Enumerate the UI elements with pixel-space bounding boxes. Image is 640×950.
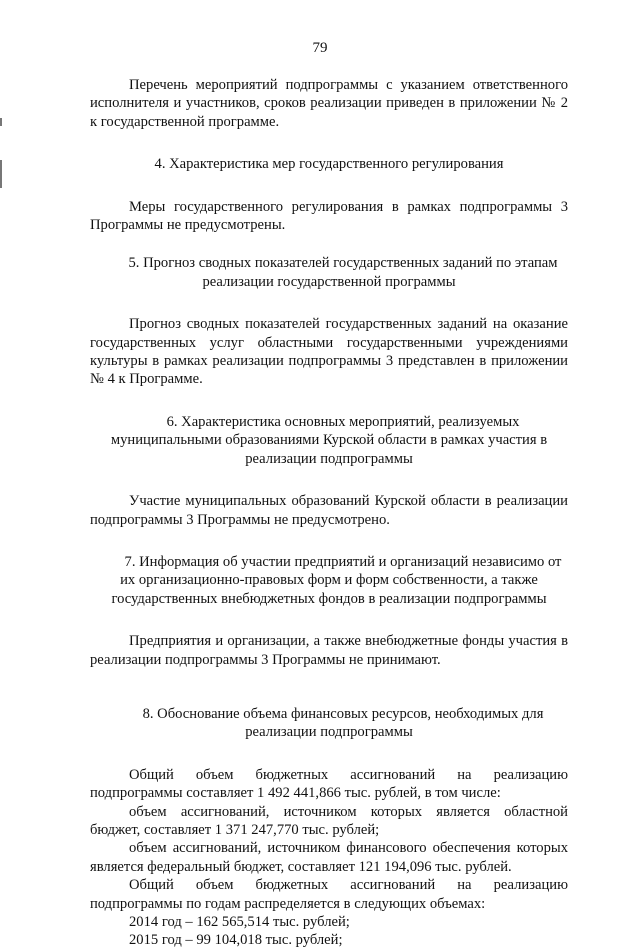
paragraph-section-6: Участие муниципальных образований Курской области в реализации подпрограммы 3 Программы не предусмотрено.: [90, 493, 568, 528]
year-2015-line: 2015 год – 99 104,018 тыс. рублей;: [129, 932, 343, 949]
paragraph-intro: Перечень мероприятий подпрограммы с указанием ответственного исполнителя и участников, сроков реализации приведен в приложении № 2 к государственной программе.: [90, 77, 568, 130]
paragraph-regional-budget: объем ассигнований, источником которых является областной бюджет, составляет 1 371 247,770 тыс. рублей;: [90, 803, 568, 838]
heading-section-7: 7. Информация об участии предприятий и организаций независимо от их организационно-правовых форм и форм собственности, а также государственных внебюджетных фондов в реализации подпрограммы: [111, 553, 562, 607]
heading-section-8: 8. Обоснование объема финансовых ресурсов, необходимых для реализации подпрограммы: [142, 705, 544, 741]
document-body: [90, 76, 568, 950]
paragraph-by-years: Общий объем бюджетных ассигнований на реализацию подпрограммы по годам распределяется в следующих объемах:: [90, 877, 568, 912]
margin-mark: [0, 160, 2, 188]
paragraph-section-4: Меры государственного регулирования в рамках подпрограммы 3 Программы не предусмотрены.: [90, 198, 568, 234]
margin-mark: [0, 118, 2, 126]
paragraph-total-budget: Общий объем бюджетных ассигнований на реализацию подпрограммы составляет 1 492 441,866 тыс. рублей, в том числе:: [90, 766, 568, 802]
paragraph-section-7: Предприятия и организации, а также внебюджетные фонды участия в реализации подпрограммы 3 Программы не принимают.: [90, 633, 568, 668]
year-2014-line: 2014 год – 162 565,514 тыс. рублей;: [129, 914, 350, 930]
paragraph-section-5: Прогноз сводных показателей государственных заданий на оказание государственных услуг областными государственными учреждениями культуры в рамках реализации подпрограммы 3 представлен в приложении № 4 к Программе.: [90, 316, 568, 388]
heading-section-5: 5. Прогноз сводных показателей государственных заданий по этапам реализации государственной программы: [128, 255, 558, 290]
heading-section-4: 4. Характеристика мер государственного регулирования: [154, 156, 504, 173]
paragraph-federal-budget: объем ассигнований, источником финансового обеспечения которых является федеральный бюджет, составляет 121 194,096 тыс. рублей.: [90, 840, 568, 875]
heading-section-6: 6. Характеристика основных мероприятий, реализуемых муниципальными образованиями Курской области в рамках участия в реализации подпрограммы: [110, 413, 548, 467]
page-number: 79: [312, 40, 328, 56]
